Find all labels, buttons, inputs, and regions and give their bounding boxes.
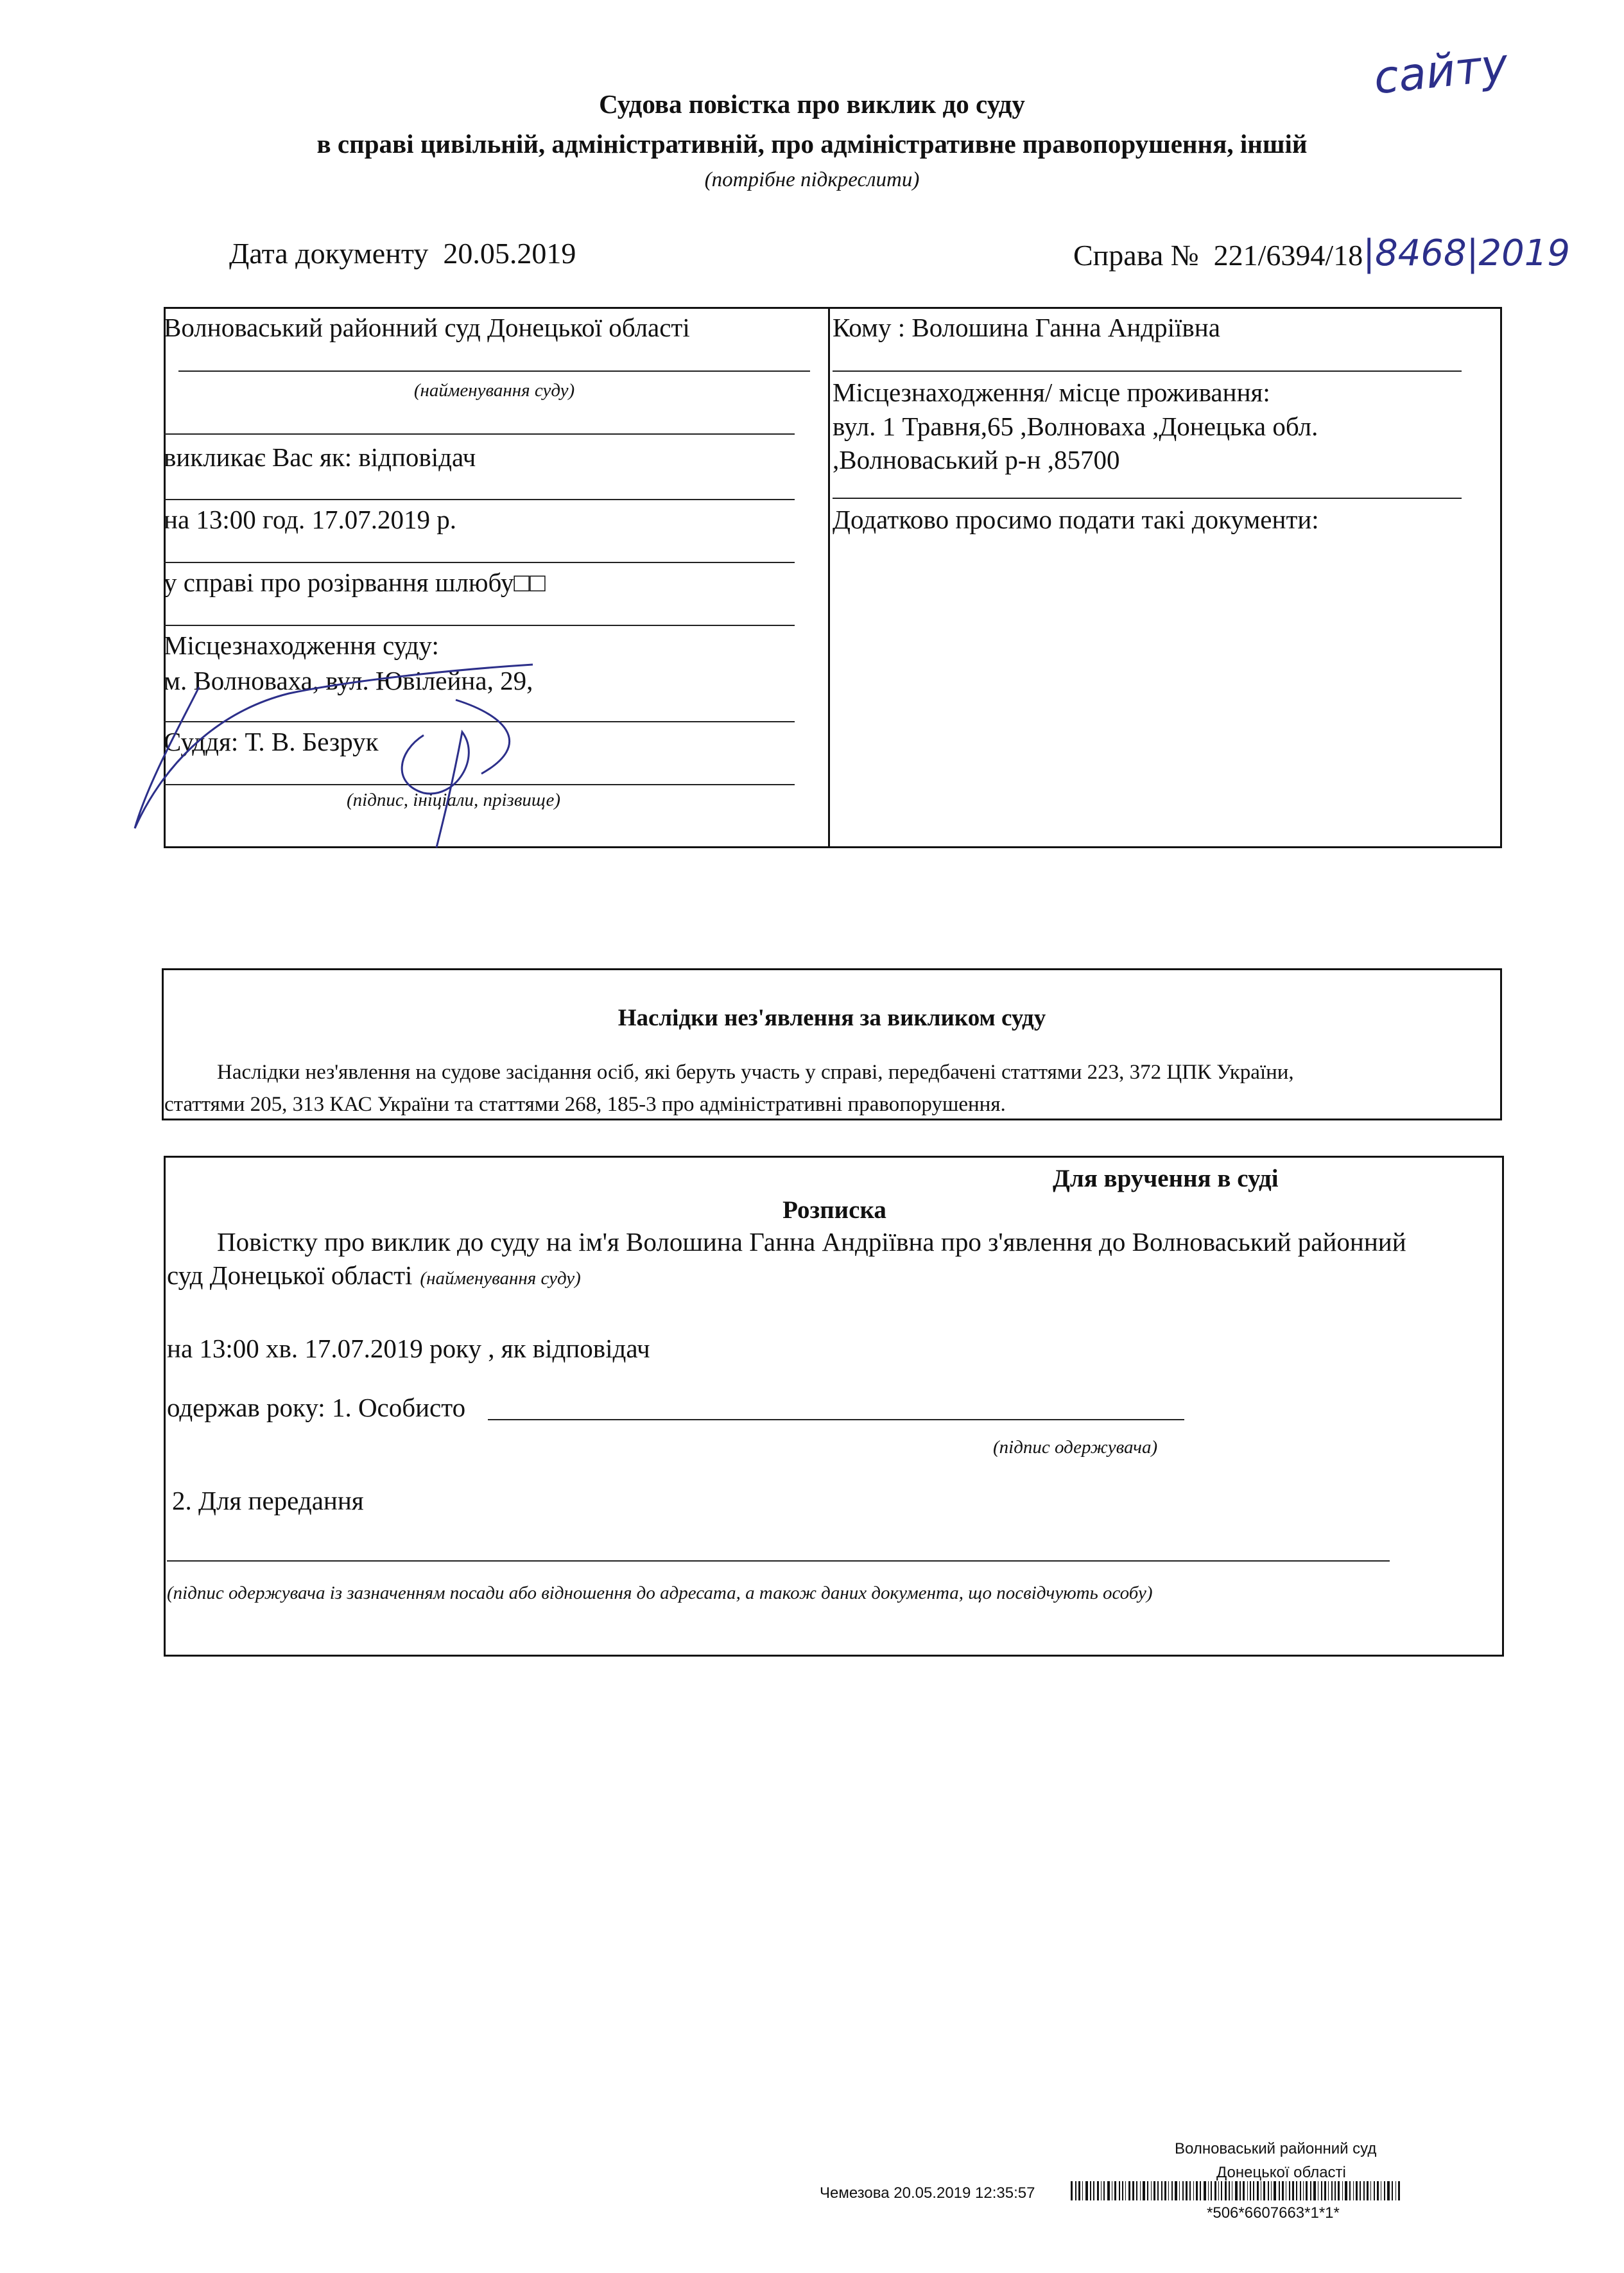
barcode-bar	[1147, 2181, 1148, 2200]
barcode-bar	[1090, 2181, 1091, 2200]
barcode-bar	[1342, 2181, 1343, 2200]
barcode-bar	[1377, 2181, 1379, 2200]
separator-line	[164, 499, 795, 500]
barcode-bar	[1075, 2181, 1076, 2200]
barcode-bar	[1395, 2181, 1396, 2200]
hearing-time: на 13:00 год. 17.07.2019 р.	[164, 505, 457, 534]
case-number-label: Справа №	[1073, 239, 1199, 272]
barcode-bar	[1093, 2181, 1094, 2200]
barcode-bar	[1218, 2181, 1219, 2200]
recipient-signature-line	[488, 1419, 1184, 1420]
barcode-bar	[1398, 2181, 1400, 2200]
barcode-bar	[1303, 2181, 1304, 2200]
handwritten-corner-note: сайту	[1371, 38, 1510, 105]
barcode-bar	[1175, 2181, 1177, 2200]
document-date-label: Дата документу	[229, 237, 429, 270]
barcode-bar	[1193, 2181, 1194, 2200]
barcode-bar	[1370, 2181, 1371, 2200]
barcode-bar	[1071, 2181, 1073, 2200]
document-date-value: 20.05.2019	[443, 237, 576, 270]
received-line: одержав року: 1. Особисто	[167, 1393, 466, 1422]
receipt-line1: Повістку про виклик до суду на ім'я Волошина Ганна Андріївна про з'явлення до Волноваський районний	[217, 1227, 1406, 1257]
footer-barcode-icon	[1071, 2181, 1402, 2200]
barcode-bar	[1274, 2181, 1276, 2200]
document-title-line1: Судова повістка про виклик до суду	[599, 89, 1025, 119]
barcode-bar	[1321, 2181, 1322, 2200]
summons-role: викликає Вас як: відповідач	[164, 442, 476, 472]
barcode-bar	[1153, 2181, 1155, 2200]
documents-request: Додатково просимо подати такі документи:	[833, 505, 1319, 534]
barcode-bar	[1257, 2181, 1259, 2200]
transfer-signature-line	[167, 1560, 1390, 1562]
recipient-address-label: Місцезнаходження/ місце проживання:	[833, 378, 1270, 407]
barcode-bar	[1204, 2181, 1206, 2200]
barcode-bar	[1114, 2181, 1116, 2200]
barcode-bar	[1289, 2181, 1290, 2200]
barcode-bar	[1143, 2181, 1145, 2200]
barcode-bar	[1306, 2181, 1308, 2200]
document-date	[229, 236, 576, 270]
barcode-bar	[1335, 2181, 1336, 2200]
separator-line	[164, 562, 795, 563]
document-title-line2: в справі цивільній, адміністративній, про адміністративне правопорушення, іншій	[316, 129, 1308, 159]
barcode-bar	[1189, 2181, 1191, 2200]
barcode-bar	[1338, 2181, 1340, 2200]
receipt-court-name: суд Донецької області	[167, 1260, 413, 1290]
barcode-bar	[1182, 2181, 1184, 2200]
separator-line	[833, 498, 1462, 499]
barcode-bar	[1300, 2181, 1301, 2200]
barcode-bar	[1367, 2181, 1369, 2200]
barcode-bar	[1384, 2181, 1385, 2200]
barcode-bar	[1136, 2181, 1137, 2200]
court-name-line	[178, 370, 810, 372]
separator-line	[164, 433, 795, 435]
barcode-bar	[1200, 2181, 1201, 2200]
underline-note: (потрібне підкреслити)	[704, 168, 920, 191]
barcode-bar	[1196, 2181, 1198, 2200]
barcode-bar	[1085, 2181, 1088, 2200]
judge-name: Суддя: Т. В. Безрук	[164, 727, 379, 756]
barcode-bar	[1122, 2181, 1123, 2200]
barcode-bar	[1221, 2181, 1222, 2200]
barcode-bar	[1103, 2181, 1105, 2200]
barcode-bar	[1078, 2181, 1080, 2200]
barcode-bar	[1140, 2181, 1141, 2200]
receipt-time-line: на 13:00 хв. 17.07.2019 року , як відповідач	[167, 1334, 650, 1363]
barcode-bar	[1235, 2181, 1238, 2200]
barcode-bar	[1387, 2181, 1390, 2200]
separator-line	[833, 370, 1462, 372]
barcode-bar	[1211, 2181, 1212, 2200]
footer-barcode-text: *506*6607663*1*1*	[1207, 2204, 1340, 2222]
receipt-court-caption: (найменування суду)	[420, 1268, 581, 1289]
recipient-signature-caption: (підпис одержувача)	[993, 1437, 1158, 1458]
barcode-bar	[1082, 2181, 1083, 2200]
barcode-bar	[1132, 2181, 1134, 2200]
barcode-bar	[1310, 2181, 1311, 2200]
barcode-bar	[1296, 2181, 1297, 2200]
barcode-bar	[1128, 2181, 1130, 2200]
footer-court-line1: Волноваський районний суд	[1175, 2140, 1377, 2157]
barcode-bar	[1168, 2181, 1169, 2200]
case-number-value: 221/6394/18	[1213, 239, 1363, 272]
barcode-bar	[1179, 2181, 1180, 2200]
barcode-bar	[1161, 2181, 1162, 2200]
barcode-bar	[1349, 2181, 1351, 2200]
barcode-bar	[1356, 2181, 1358, 2200]
signature-caption: (підпис, ініціали, прізвище)	[347, 790, 561, 810]
barcode-bar	[1157, 2181, 1159, 2200]
barcode-bar	[1345, 2181, 1347, 2200]
barcode-bar	[1125, 2181, 1126, 2200]
recipient-address-line1: вул. 1 Травня,65 ,Волноваха ,Донецька обл.	[833, 412, 1318, 441]
receipt-title: Розписка	[782, 1196, 886, 1224]
court-name: Волноваський районний суд Донецької області	[164, 313, 690, 342]
barcode-bar	[1240, 2181, 1241, 2200]
barcode-bar	[1363, 2181, 1365, 2200]
barcode-bar	[1360, 2181, 1361, 2200]
barcode-bar	[1225, 2181, 1227, 2200]
barcode-bar	[1208, 2181, 1209, 2200]
consequences-title: Наслідки нез'явлення за викликом суду	[618, 1005, 1046, 1031]
barcode-bar	[1164, 2181, 1166, 2200]
case-subject: у справі про розірвання шлюбу□□	[164, 568, 546, 597]
barcode-bar	[1282, 2181, 1284, 2200]
footer-court-line2: Донецької області	[1216, 2164, 1346, 2181]
case-number-handwritten: |8468|2019	[1363, 232, 1570, 274]
barcode-bar	[1214, 2181, 1216, 2200]
transfer-caption: (підпис одержувача із зазначенням посади або відношення до адресата, а також даних документа, що посвідчують особу)	[167, 1583, 1153, 1603]
transfer-line: 2. Для передання	[172, 1486, 364, 1515]
barcode-bar	[1186, 2181, 1188, 2200]
barcode-bar	[1119, 2181, 1120, 2200]
summons-table-divider	[828, 307, 830, 848]
barcode-bar	[1097, 2181, 1099, 2200]
for-court-label: Для вручення в суді	[1053, 1165, 1279, 1192]
barcode-bar	[1324, 2181, 1326, 2200]
footer-stamp: Чемезова 20.05.2019 12:35:57	[820, 2184, 1035, 2202]
barcode-bar	[1171, 2181, 1173, 2200]
barcode-bar	[1247, 2181, 1248, 2200]
court-name-caption: (найменування суду)	[413, 380, 575, 401]
recipient-address-line2: ,Волноваський р-н ,85700	[833, 445, 1120, 475]
barcode-bar	[1353, 2181, 1354, 2200]
judge-signature-icon	[122, 655, 571, 860]
separator-line	[164, 625, 795, 626]
barcode-bar	[1268, 2181, 1269, 2200]
barcode-bar	[1331, 2181, 1333, 2200]
case-number	[1073, 232, 1570, 274]
barcode-bar	[1243, 2181, 1245, 2200]
barcode-bar	[1107, 2181, 1110, 2200]
barcode-bar	[1229, 2181, 1230, 2200]
barcode-bar	[1253, 2181, 1254, 2200]
barcode-bar	[1279, 2181, 1280, 2200]
barcode-bar	[1151, 2181, 1152, 2200]
consequences-text-line1: Наслідки нез'явлення на судове засідання осіб, які беруть участь у справі, передбачені статтями 223, 372 ЦПК України,	[217, 1061, 1294, 1084]
barcode-bar	[1328, 2181, 1329, 2200]
barcode-bar	[1250, 2181, 1251, 2200]
barcode-bar	[1263, 2181, 1265, 2200]
barcode-bar	[1292, 2181, 1294, 2200]
barcode-bar	[1271, 2181, 1272, 2200]
consequences-text-line2: статтями 205, 313 КАС України та статтями 268, 185-3 про адміністративні правопорушення.	[164, 1093, 1006, 1116]
barcode-bar	[1392, 2181, 1393, 2200]
court-location: м. Волноваха, вул. Ювілейна, 29,	[164, 666, 533, 695]
recipient-name: Кому : Волошина Ганна Андріївна	[833, 313, 1220, 342]
barcode-bar	[1374, 2181, 1375, 2200]
receipt-line2	[167, 1260, 581, 1291]
barcode-bar	[1313, 2181, 1316, 2200]
court-location-label: Місцезнаходження суду:	[164, 631, 439, 660]
